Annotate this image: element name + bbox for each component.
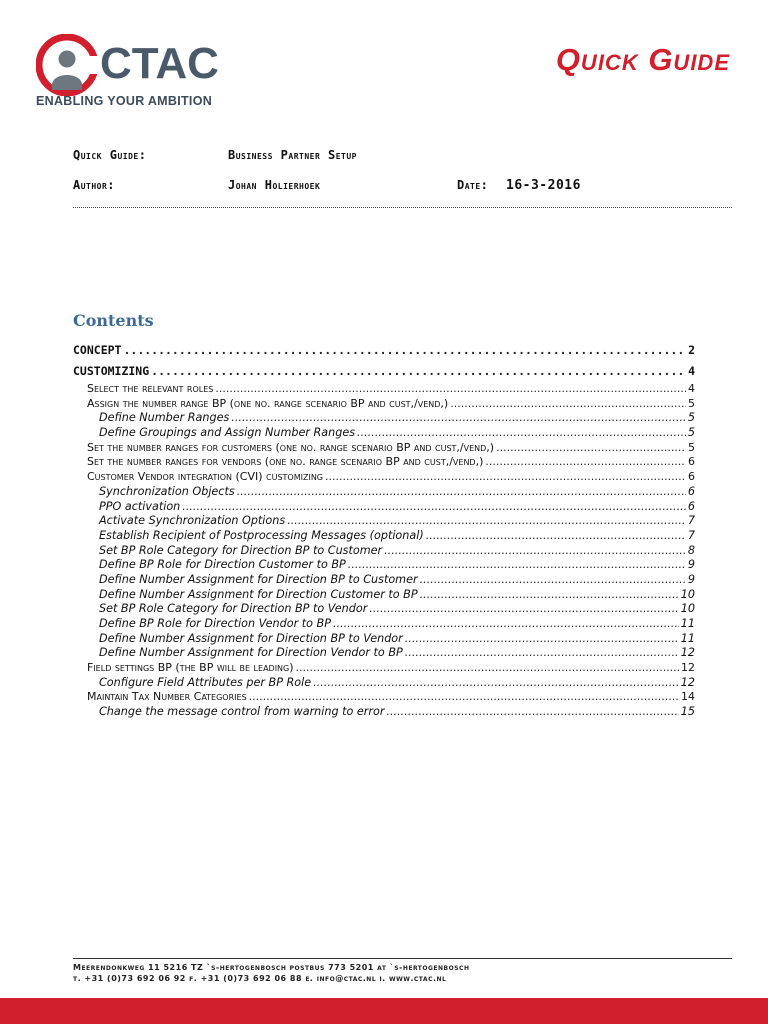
toc-dot-leader xyxy=(249,690,679,705)
toc-entry-title: PPO activation xyxy=(99,499,181,513)
toc-entry[interactable] xyxy=(73,441,695,456)
toc-entry[interactable] xyxy=(73,529,695,544)
company-logo xyxy=(36,34,246,110)
date-value: 16-3-2016 xyxy=(506,178,581,193)
toc-page-number: 6 xyxy=(687,484,695,498)
toc-entry[interactable] xyxy=(73,558,695,573)
toc-entry-title: Customer Vendor integration (CVI) customizing xyxy=(87,470,323,484)
footer-contact: t. +31 (0)73 692 06 92 f. +31 (0)73 692 06 88 e. info@ctac.nl i. www.ctac.nl xyxy=(73,974,447,983)
footer xyxy=(73,962,469,984)
toc-entry[interactable] xyxy=(73,573,695,588)
toc-page-number: 12 xyxy=(680,646,695,660)
toc-entry-title: Set BP Role Category for Direction BP to Customer xyxy=(99,543,383,557)
toc-page-number: 9 xyxy=(687,572,695,586)
toc-page-number: 4 xyxy=(688,382,695,395)
toc-entry-title: Synchronization Objects xyxy=(99,484,235,498)
toc-entry-title: Define Number Ranges xyxy=(99,411,230,425)
toc-dot-leader xyxy=(333,617,679,632)
toc-dot-leader xyxy=(123,340,686,361)
toc-dot-leader xyxy=(237,485,686,500)
toc-entry-title: CUSTOMIZING xyxy=(73,364,150,378)
toc-entry[interactable] xyxy=(73,485,695,500)
toc-entry[interactable] xyxy=(73,676,695,691)
toc-entry-title: Establish Recipient of Postprocessing Messages (optional) xyxy=(99,528,424,542)
toc-dot-leader xyxy=(450,397,686,412)
toc-entry[interactable] xyxy=(73,588,695,603)
toc-page-number: 15 xyxy=(680,705,695,719)
header-divider xyxy=(73,207,732,208)
toc-page-number: 11 xyxy=(680,617,695,630)
table-of-contents xyxy=(73,340,695,720)
toc-dot-leader xyxy=(287,514,686,529)
toc-page-number: 5 xyxy=(687,426,695,440)
footer-brand-bar xyxy=(0,998,768,1024)
toc-dot-leader xyxy=(313,676,679,691)
toc-dot-leader xyxy=(348,558,686,573)
toc-page-number: 5 xyxy=(687,411,695,425)
toc-dot-leader xyxy=(296,661,679,676)
toc-dot-leader xyxy=(151,361,686,382)
toc-entry-title: Configure Field Attributes per BP Role xyxy=(99,675,312,689)
toc-entry-title: Define BP Role for Direction Customer to BP xyxy=(99,558,346,572)
toc-entry-title: Define Number Assignment for Direction BP to Customer xyxy=(99,572,418,586)
toc-dot-leader xyxy=(215,382,686,397)
toc-page-number: 2 xyxy=(688,343,695,357)
brand-wordmark: CTAC xyxy=(100,39,219,88)
toc-entry-title: Field settings BP (the BP will be leading) xyxy=(87,661,294,675)
toc-page-number: 12 xyxy=(681,661,695,675)
toc-dot-leader xyxy=(420,573,686,588)
toc-entry[interactable] xyxy=(73,544,695,559)
toc-entry-title: Define Number Assignment for Direction BP to Vendor xyxy=(99,631,403,645)
brand-tagline: ENABLING YOUR AMBITION xyxy=(36,94,213,108)
document-type-title: Quick Guide xyxy=(555,42,730,77)
toc-entry[interactable] xyxy=(73,661,695,676)
toc-entry-title: Set the number ranges for vendors (one no. range scenario BP and cust,/vend,) xyxy=(87,455,484,469)
toc-entry[interactable] xyxy=(73,455,695,470)
toc-entry-title: Select the relevant roles xyxy=(87,382,214,395)
toc-page-number: 7 xyxy=(687,514,695,528)
guide-label: Quick Guide: xyxy=(73,148,147,162)
toc-entry[interactable] xyxy=(73,470,695,485)
toc-page-number: 6 xyxy=(688,455,695,469)
toc-dot-leader xyxy=(386,705,678,720)
toc-entry-title: Define Groupings and Assign Number Ranges xyxy=(99,426,356,440)
toc-dot-leader xyxy=(496,441,686,456)
guide-value: Business Partner Setup xyxy=(228,148,358,162)
toc-entry-title: Maintain Tax Number Categories xyxy=(87,690,247,704)
toc-page-number: 5 xyxy=(688,396,695,410)
toc-page-number: 6 xyxy=(687,499,695,513)
toc-dot-leader xyxy=(485,455,686,470)
toc-dot-leader xyxy=(420,588,679,603)
toc-entry-title: Define BP Role for Direction Vendor to BP xyxy=(99,617,331,630)
toc-entry[interactable] xyxy=(73,426,695,441)
toc-page-number: 10 xyxy=(680,587,695,601)
ctac-logo-icon xyxy=(36,34,98,96)
toc-page-number: 11 xyxy=(680,631,695,645)
toc-entry-title: Change the message control from warning to error xyxy=(99,705,385,719)
toc-entry-title: Set BP Role Category for Direction BP to Vendor xyxy=(99,602,368,616)
toc-entry[interactable] xyxy=(73,602,695,617)
toc-entry[interactable] xyxy=(73,340,695,361)
toc-entry-title: Activate Synchronization Options xyxy=(99,514,286,528)
toc-entry[interactable] xyxy=(73,617,695,632)
date-label: Date: xyxy=(457,178,489,192)
toc-entry-title: CONCEPT xyxy=(73,343,122,357)
author-label: Author: xyxy=(73,178,116,192)
toc-dot-leader xyxy=(357,426,686,441)
toc-page-number: 8 xyxy=(687,543,695,557)
toc-dot-leader xyxy=(182,500,686,515)
toc-page-number: 7 xyxy=(687,528,695,542)
toc-dot-leader xyxy=(405,632,679,647)
toc-page-number: 9 xyxy=(687,558,695,572)
toc-entry[interactable] xyxy=(73,361,695,382)
toc-dot-leader xyxy=(231,411,686,426)
toc-entry-title: Define Number Assignment for Direction Customer to BP xyxy=(99,587,418,601)
toc-entry[interactable] xyxy=(73,500,695,515)
toc-page-number: 12 xyxy=(680,675,695,689)
toc-entry[interactable] xyxy=(73,397,695,412)
toc-entry[interactable] xyxy=(73,632,695,647)
toc-entry[interactable] xyxy=(73,705,695,720)
toc-dot-leader xyxy=(369,602,678,617)
toc-entry-title: Define Number Assignment for Direction Vendor to BP xyxy=(99,646,403,660)
footer-address: Meerendonkweg 11 5216 TZ `s-hertogenbosch postbus 773 5201 at `s-hertogenbosch xyxy=(73,963,470,972)
toc-page-number: 14 xyxy=(681,690,695,704)
toc-entry-title: Set the number ranges for customers (one no. range scenario BP and cust,/vend,) xyxy=(87,440,495,454)
toc-page-number: 5 xyxy=(688,440,695,454)
toc-page-number: 4 xyxy=(688,364,695,378)
toc-entry[interactable] xyxy=(73,382,695,397)
toc-entry[interactable] xyxy=(73,646,695,661)
contents-heading: Contents xyxy=(73,311,154,330)
toc-page-number: 6 xyxy=(688,470,695,484)
toc-dot-leader xyxy=(384,544,686,559)
toc-page-number: 10 xyxy=(680,602,695,616)
toc-entry[interactable] xyxy=(73,514,695,529)
toc-dot-leader xyxy=(426,529,686,544)
toc-dot-leader xyxy=(325,470,686,485)
toc-entry-title: Assign the number range BP (one no. range scenario BP and cust,/vend,) xyxy=(87,396,449,410)
toc-entry[interactable] xyxy=(73,411,695,426)
toc-entry[interactable] xyxy=(73,690,695,705)
footer-divider xyxy=(73,958,732,959)
toc-dot-leader xyxy=(405,646,679,661)
author-value: Johan Holierhoek xyxy=(228,178,321,192)
